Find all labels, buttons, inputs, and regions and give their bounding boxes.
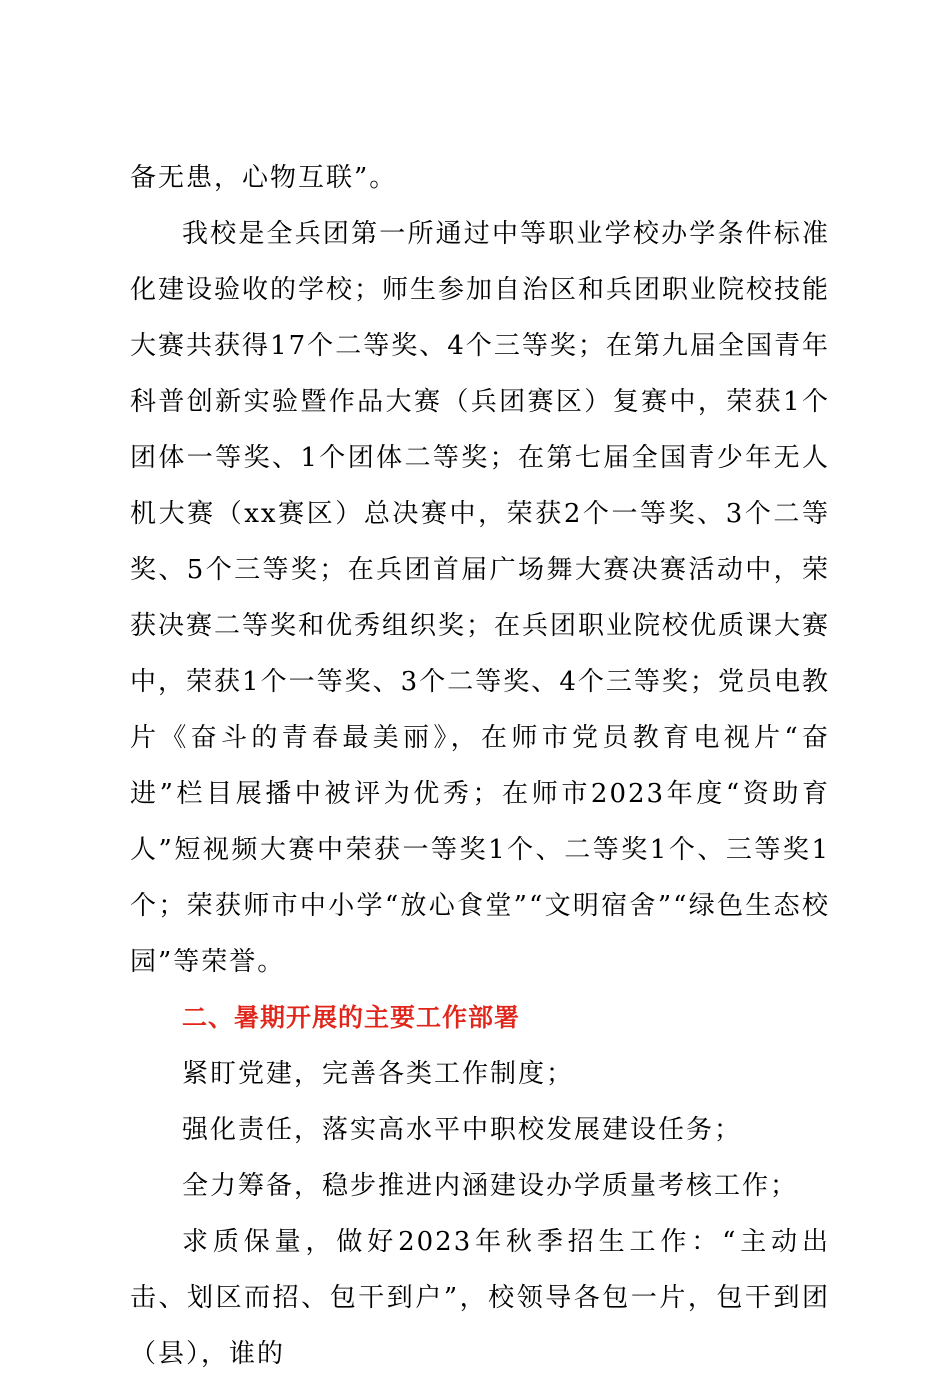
work-item: 全力筹备，稳步推进内涵建设办学质量考核工作； bbox=[182, 1171, 799, 1201]
document-body bbox=[130, 150, 830, 1382]
work-item: 紧盯党建，完善各类工作制度； bbox=[182, 1059, 575, 1089]
work-item: 强化责任，落实高水平中职校发展建设任务； bbox=[182, 1115, 743, 1145]
section-heading: 二、暑期开展的主要工作部署 bbox=[182, 1003, 521, 1032]
achievements-paragraph: 我校是全兵团第一所通过中等职业学校办学条件标准化建设验收的学校；师生参加自治区和兵团职业院校技能大赛共获得17个二等奖、4个三等奖；在第九届全国青年科普创新实验暨作品大赛（兵团赛区）复赛中，荣获1个团体一等奖、1个团体二等奖；在第七届全国青少年无人机大赛（xx赛区）总决赛中，荣获2个一等奖、3个二等奖、5个三等奖；在兵团首届广场舞大赛决赛活动中，荣获决赛二等奖和优秀组织奖；在兵团职业院校优质课大赛中，荣获1个一等奖、3个二等奖、4个三等奖；党员电教片《奋斗的青春最美丽》，在师市党员教育电视片“奋进”栏目展播中被评为优秀；在师市2023年度“资助育人”短视频大赛中荣获一等奖1个、二等奖1个、三等奖1个；荣获师市中小学“放心食堂”“文明宿舍”“绿色生态校园”等荣誉。 bbox=[130, 219, 831, 977]
continuation-text: 备无患，心物互联”。 bbox=[130, 163, 398, 193]
work-item: 求质保量，做好2023年秋季招生工作：“主动出击、划区而招、包干到户”，校领导各包一片，包干到团（县），谁的 bbox=[130, 1227, 830, 1369]
